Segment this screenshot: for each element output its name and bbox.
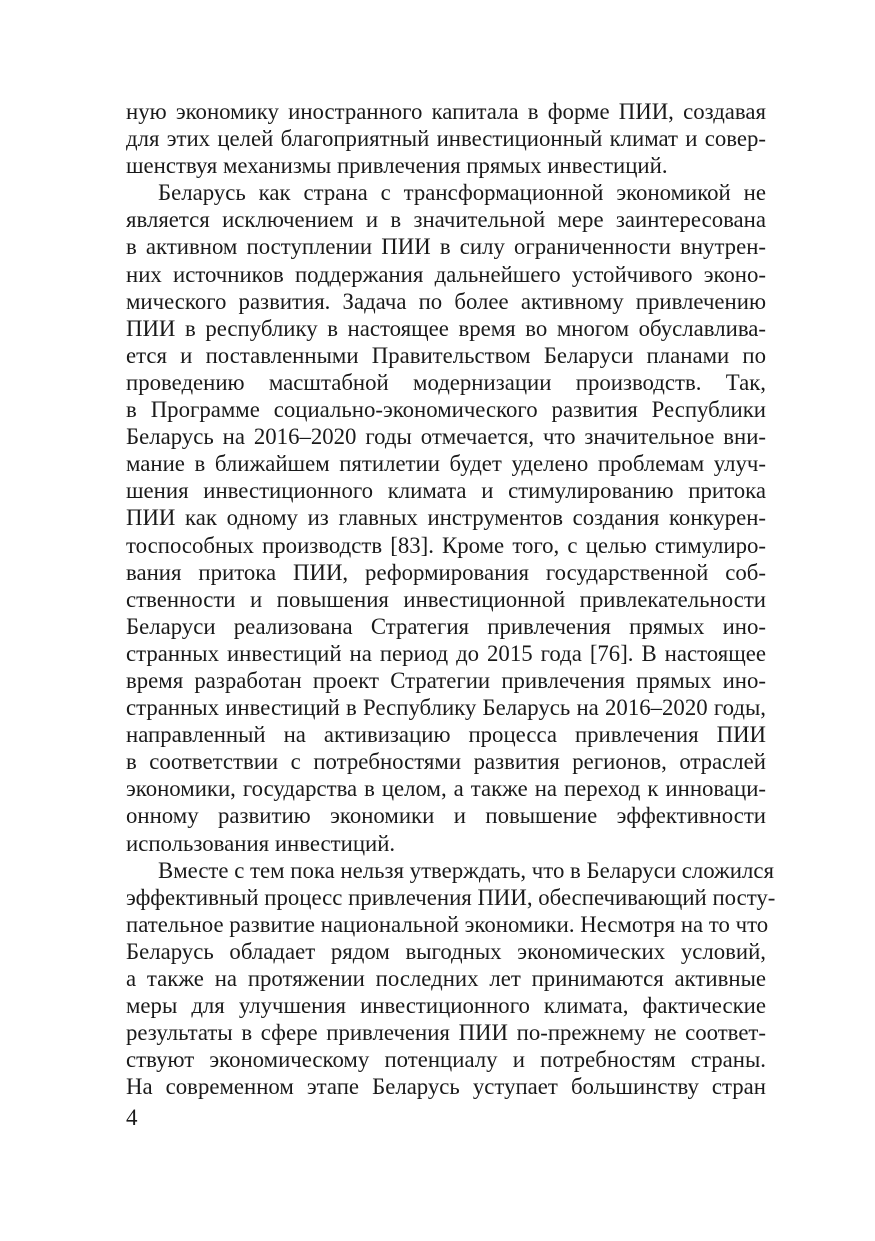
text-line: в соответствии с потребностями развития регионов, отраслей — [126, 749, 766, 775]
text-line: ПИИ в республику в настоящее время во многом обуславлива- — [126, 315, 766, 341]
text-line: шения инвестиционного климата и стимулированию притока — [126, 478, 766, 504]
text-line: использования инвестиций. — [126, 830, 396, 856]
text-line: онному развитию экономики и повышение эффективности — [126, 803, 766, 829]
text-line: Беларусь на 2016–2020 годы отмечается, что значительное вни- — [126, 424, 766, 450]
text-line: тоспособных производств [83]. Кроме того, с целью стимулиро- — [126, 532, 766, 558]
text-line: ственности и повышения инвестиционной привлекательности — [126, 586, 766, 612]
text-line: странных инвестиций в Республику Беларусь на 2016–2020 годы, — [126, 695, 766, 721]
text-line: для этих целей благоприятный инвестиционный климат и совер- — [126, 126, 766, 152]
paragraph-1 — [126, 98, 766, 179]
text-line: мание в ближайшем пятилетии будет уделено проблемам улуч- — [126, 451, 766, 477]
text-line: На современном этапе Беларусь уступает большинству стран — [126, 1074, 766, 1100]
text-line: ПИИ как одному из главных инструментов создания конкурен- — [126, 505, 766, 531]
text-line: в Программе социально-экономического развития Республики — [126, 397, 766, 423]
text-line: является исключением и в значительной мере заинтересована — [126, 207, 766, 233]
text-line: ствуют экономическому потенциалу и потребностям страны. — [126, 1047, 766, 1073]
paragraph-3 — [126, 857, 776, 1101]
text-line: направленный на активизацию процесса привлечения ПИИ — [126, 722, 766, 748]
text-line: время разработан проект Стратегии привлечения прямых ино- — [126, 667, 766, 693]
text-line: странных инвестиций на период до 2015 года [76]. В настоящее — [126, 640, 766, 666]
text-line: ную экономику иностранного капитала в форме ПИИ, создавая — [126, 99, 766, 124]
text-line: в активном поступлении ПИИ в силу ограниченности внутрен- — [126, 234, 766, 260]
text-line: меры для улучшения инвестиционного климата, фактические — [126, 993, 766, 1019]
text-line: Беларусь обладает рядом выгодных экономических условий, — [126, 938, 766, 964]
text-line: ется и поставленными Правительством Беларуси планами по — [126, 342, 766, 368]
text-line: Вместе с тем пока нельзя утверждать, что в Беларуси сложился — [158, 857, 774, 883]
body-text — [126, 98, 776, 1100]
text-line: результаты в сфере привлечения ПИИ по-прежнему не соответ- — [126, 1020, 766, 1046]
text-line: них источников поддержания дальнейшего устойчивого эконо- — [126, 261, 766, 287]
text-line: мического развития. Задача по более активному привлечению — [126, 288, 766, 314]
text-line: вания притока ПИИ, реформирования государственной соб- — [126, 559, 766, 585]
text-line: Беларусь как страна с трансформационной экономикой не — [158, 180, 766, 206]
text-line: а также на протяжении последних лет принимаются активные — [126, 966, 766, 991]
text-line: эффективный процесс привлечения ПИИ, обеспечивающий посту- — [126, 884, 776, 910]
text-line: пательное развитие национальной экономики. Несмотря на то что — [126, 911, 769, 937]
text-line: Беларуси реализована Стратегия привлечения прямых ино- — [126, 613, 766, 639]
page-number: 4 — [126, 1105, 138, 1130]
text-line: проведению масштабной модернизации производств. Так, — [126, 369, 766, 395]
text-line: экономики, государства в целом, а также на переход к инноваци- — [126, 776, 766, 802]
paragraph-2 — [126, 179, 766, 856]
text-line: шенствуя механизмы привлечения прямых инвестиций. — [126, 153, 668, 179]
